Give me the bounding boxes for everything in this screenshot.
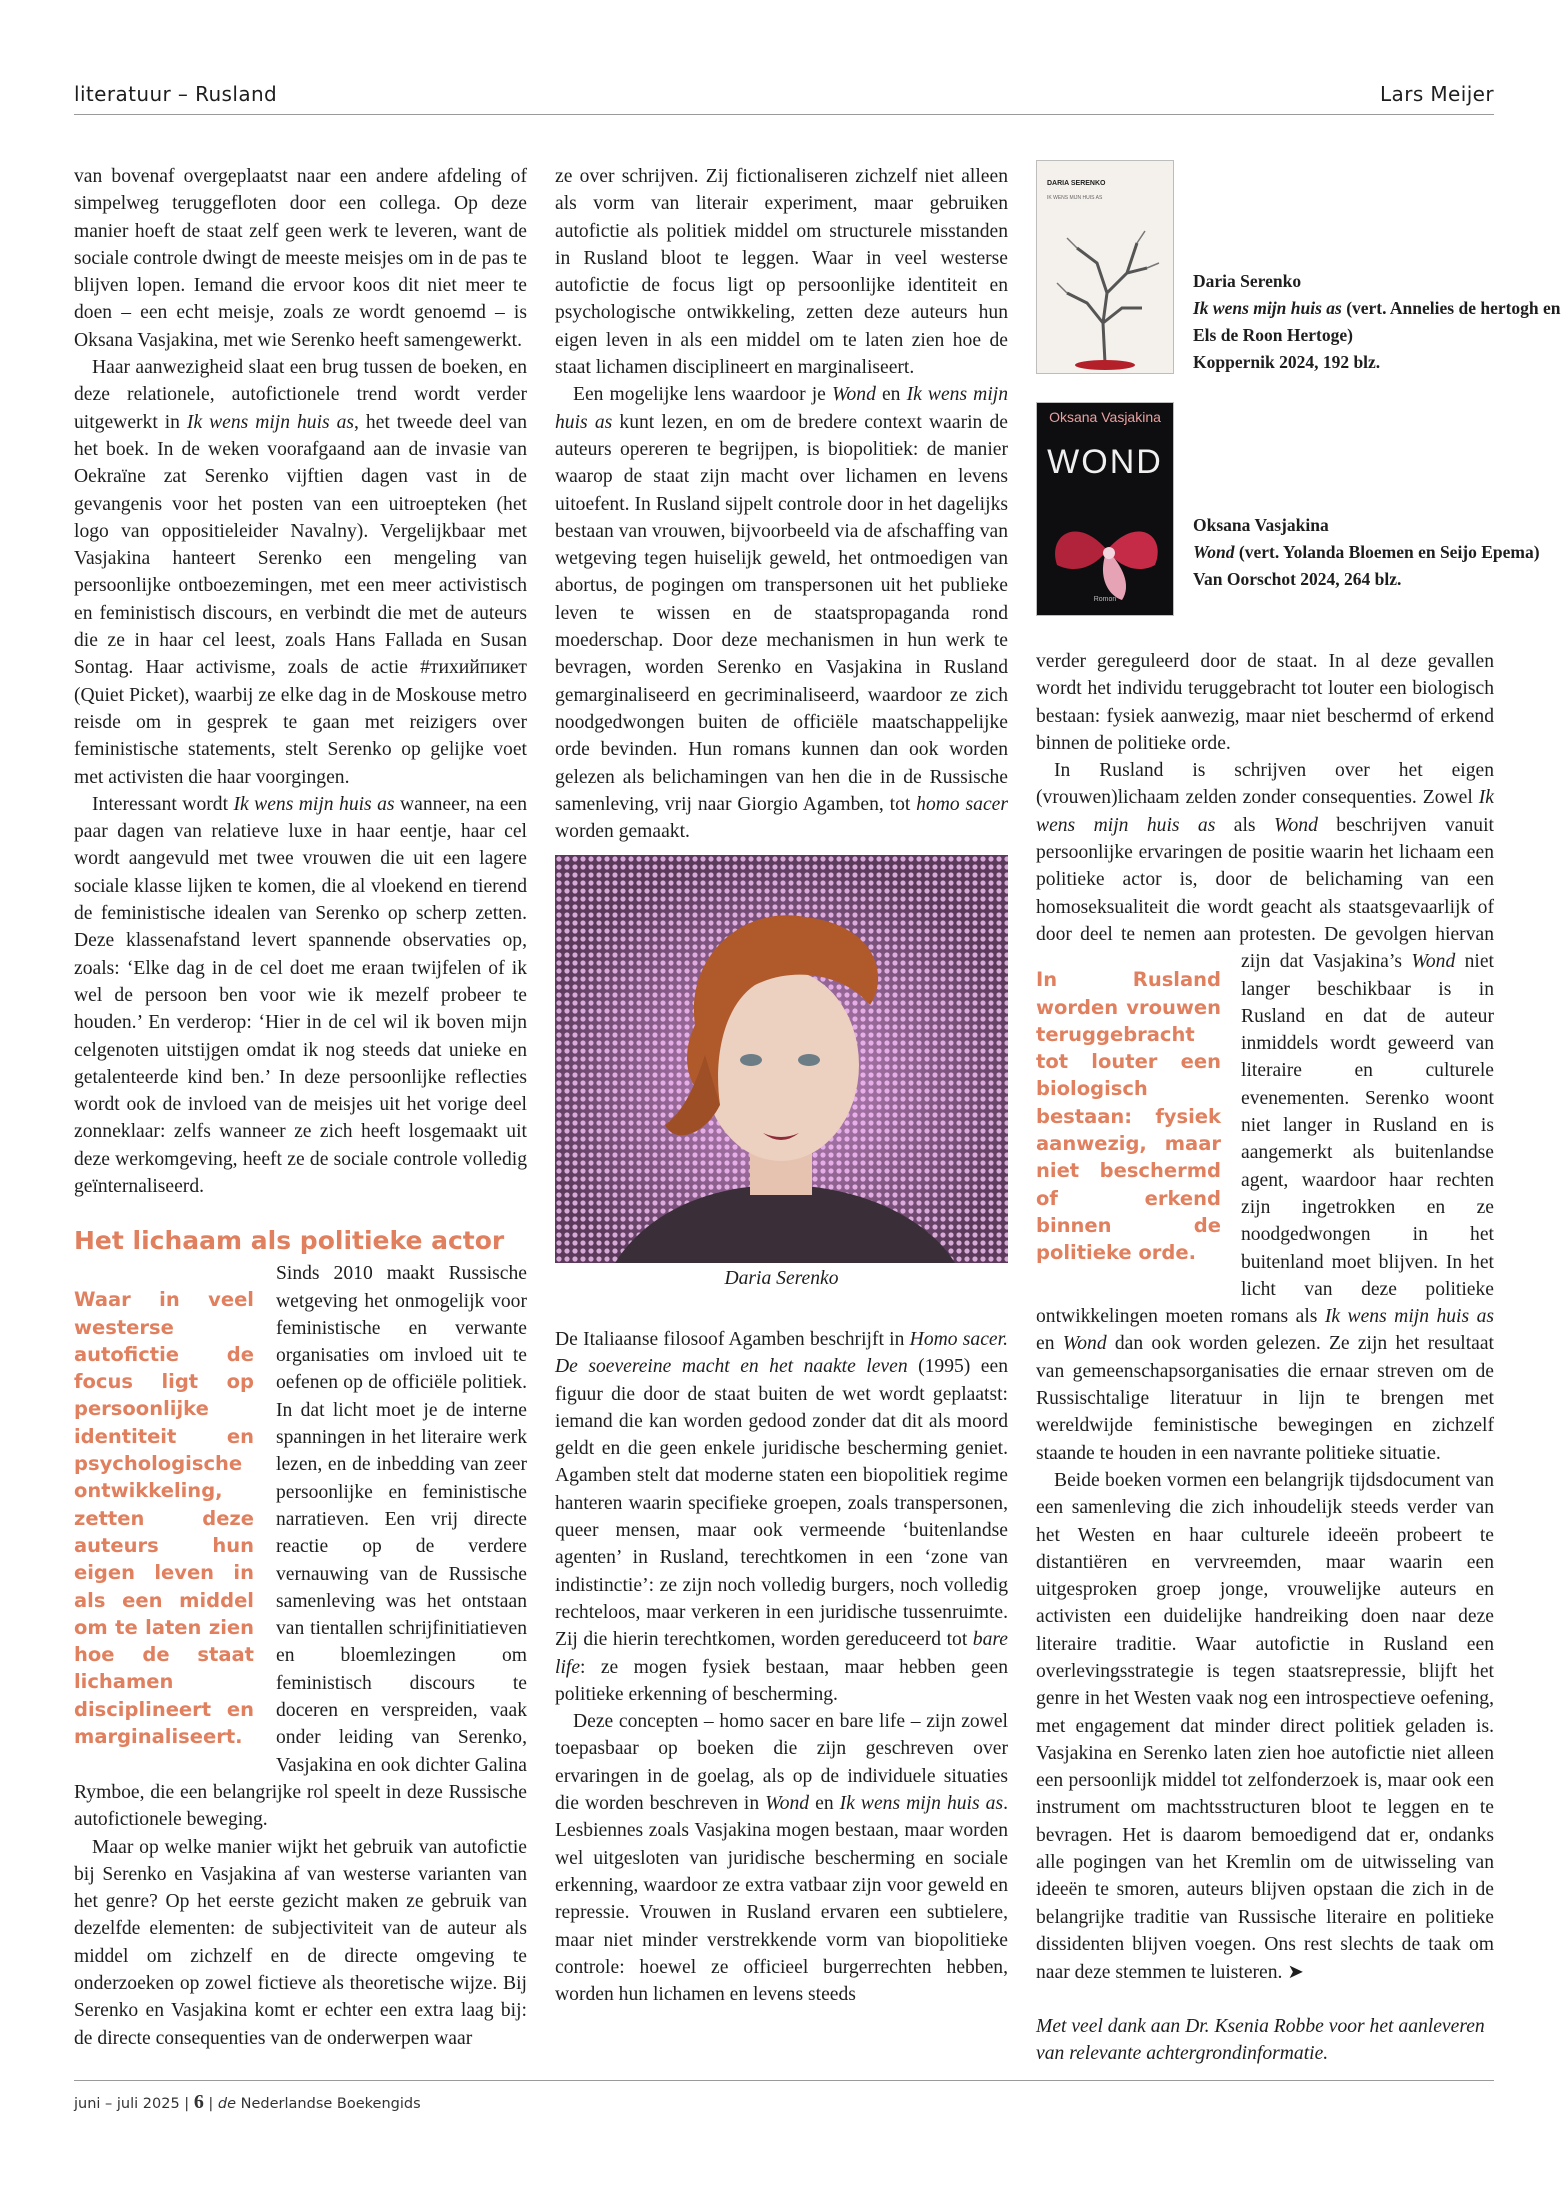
orchid-illustration-icon <box>1037 495 1173 605</box>
book-publisher: Van Oorschot 2024, 264 blz. <box>1193 569 1402 589</box>
cover-author: Oksana Vasjakina <box>1049 409 1161 425</box>
column-3 <box>1036 648 1494 2067</box>
book-title: Ik wens mijn huis as <box>233 793 395 815</box>
book-title: Ik wens mijn huis as <box>1193 298 1342 318</box>
publication-prefix: de <box>217 2096 237 2112</box>
paragraph: Haar aanwezigheid slaat een brug tussen de boeken, en deze relationele, autofictionele trend wordt verder uitgewerkt in Ik wens mijn huis as, het tweede deel van het boek. In de weken voorafgaand aan de invasie van Oekraïne zat Serenko vijftien dagen vast in de gevangenis voor het posten van een uitroepteken (het logo van oppositieleider Navalny). Vergelijkbaar met Vasjakina hanteert Serenko een mengeling van persoonlijke ontboezemingen, met een meer activistisch en feministisch discours, en verbindt die met de auteurs die ze in haar cel leest, zoals Hans Fallada en Susan Sontag. Haar activisme, zoals de actie #тихийпикет (Quiet Picket), waarbij ze elke dag in de Moskouse metro reisde om in gesprek te gaan met reizigers over feministische statements, stelt Serenko op gelijke voet met activisten die haar voorgingen. <box>74 357 528 788</box>
photo-caption: Daria Serenko <box>724 1268 839 1289</box>
paragraph: Maar op welke manier wijkt het gebruik van autofictie bij Serenko en Vasjakina af van westerse varianten van het genre? Op het eerste gezicht maken ze gebruik van dezelfde elementen: de subjectiviteit van de auteur als middel om zichzelf en de directe omgeving te onderzoeken op zowel fictieve als theoretische wijze. Bij Serenko en Vasjakina komt er echter een extra laag bij: de directe consequenties van de onderwerpen waar <box>74 1836 527 2049</box>
pull-quote: Waar in veel westerse autofictie de focus ligt op persoonlijke identiteit en psychologische ontwikkeling, zetten deze auteurs hun eigen leven in als een middel om te laten zien hoe de staat lichamen disciplineert en marginaliseert. <box>74 1288 254 1749</box>
cover-subtitle: IK WENS MIJN HUIS AS <box>1047 195 1103 201</box>
paragraph: De Italiaanse filosoof Agamben beschrijft in Homo sacer. De soevereine macht en het naakte leven (1995) een figuur die door de staat buiten de wet wordt geplaatst: iemand die kan worden gedood zonder dat dit als moord geldt en die geen enkele juridische bescherming geniet. Agamben stelt dat moderne staten een biopolitiek regime hanteren waarin specifieke groepen, zoals transpersonen, queer mensen, maar ook vermeende ‘buitenlandse agenten’ in Rusland, terechtkomen in een ‘zone van indistinctie’: ze zijn noch volledig burgers, noch volledig rechteloos, maar verkeren in een juridische tussenruimte. Zij die hierin terechtkomen, worden gereduceerd tot bare life: ze mogen fysiek bestaan, maar hebben geen politieke erkenning of bescherming. <box>555 1329 1009 1705</box>
paragraph: van bovenaf overgeplaatst naar een andere afdeling of simpelweg teruggefloten door een collega. Op deze manier hoeft de staat zelf geen werk te leveren, want de sociale controle dwingt de meeste meisjes om in de pas te blijven lopen. Iemand die ervoor koos dit niet meer te doen – een echt meisje, zoals ze wordt genoemd – is Oksana Vasjakina, met wie Serenko heeft samengewerkt. <box>74 166 527 351</box>
book-info <box>1193 268 1565 376</box>
section-label: literatuur – Rusland <box>74 82 278 106</box>
acknowledgement: Met veel dank aan Dr. Ksenia Robbe voor het aanleveren van relevante achtergrondinformatie. <box>1036 2015 1485 2064</box>
page-header <box>74 78 1494 115</box>
paragraph: ze over schrijven. Zij fictionaliseren zichzelf niet alleen als vorm van literair experiment, maar gebruiken autofictie als politiek middel om structurele misstanden in Rusland bloot te leggen. Waar in veel westerse autofictie de focus ligt op persoonlijke identiteit en psychologische ontwikkeling, zetten deze auteurs hun eigen leven in als een middel om te laten zien hoe de staat lichamen disciplineert en marginaliseert. <box>555 166 1008 379</box>
book-translator: (vert. Annelies de hertogh en Els de Roon Hertoge) <box>1193 298 1561 345</box>
book-title: Wond <box>1193 542 1235 562</box>
paragraph: Beide boeken vormen een belangrijk tijdsdocument van een samenleving die zich inhoudelijk steeds verder van het Westen en haar culturele ideeën probeert te distantiëren en vervreemden, maar waarin een uitgesproken groep jonge, vrouwelijke auteurs en activisten een duidelijke handreiking doen naar deze literaire traditie. Waar autofictie in Rusland een overlevingsstrategie is tegen staatsrepressie, blijft het genre in het Westen vaak nog een introspectieve oefening, met engagement dat minder direct politiek geladen is. Vasjakina en Serenko laten zien hoe autofictie niet alleen een persoonlijk middel tot zelfonderzoek is, maar ook een instrument om machtsstructuren bloot te leggen en te bevragen. Het is daarom bemoedigend dat er, ondanks alle pogingen van het Kremlin om de uitwisseling van ideeën te smoren, auteurs blijven opstaan die zich in de belangrijke traditie van Russische literaire en politieke dissidenten blijven voegen. Ons rest slechts de taak om naar deze stemmen te luisteren. ➤ <box>1036 1469 1494 1984</box>
paragraph: In Rusland is schrijven over het eigen (vrouwen)lichaam zelden zonder consequenties. Zowel Ik wens mijn huis as als Wond beschrijven vanuit persoonlijke ervaringen de positie waarin het lichaam een politieke actor is, door de belichaming van een homoseksualiteit die wordt geacht als staatsgevaarlijk of door deel te nemen aan protesten. De gevolgen hiervan zijn dat Vasjakina’s In Rusland worden vrouwen teruggebracht tot louter een biologisch bestaan: fysiek aanwezig, maar niet beschermd of erkend binnen de politieke orde. Wond niet langer beschikbaar is in Rusland en dat de auteur inmiddels wordt geweerd van literaire en culturele evenementen. Serenko woont niet langer in Rusland en is aangemerkt als buitenlandse agent, waardoor haar rechten zijn ingetrokken en ze noodgedwongen in het buitenland moet blijven. In het licht van deze politieke ontwikkelingen moeten romans als Ik wens mijn huis as en Wond dan ook worden gelezen. Ze zijn het resultaat van gemeenschapsorganisaties die ernaar streven om de Russischtalige literatuur in lijn te brengen met wereldwijde feministische bewegingen en zichzelf staande te houden in een navrante politieke situatie. <box>1036 760 1495 1464</box>
book-author: Oksana Vasjakina <box>1193 515 1329 535</box>
author-name: Lars Meijer <box>1380 82 1494 106</box>
pull-quote: In Rusland worden vrouwen teruggebracht tot louter een biologisch bestaan: fysiek aanwezig, maar niet beschermd of erkend binnen de politieke orde. <box>1036 968 1221 1265</box>
paragraph: verder gereguleerd door de staat. In al deze gevallen wordt het individu teruggebracht tot louter een biologisch bestaan: fysiek aanwezig, maar niet beschermd of erkend binnen de politieke orde. <box>1036 651 1494 754</box>
arrow-end-icon: ➤ <box>1287 1960 1304 1984</box>
book-author: Daria Serenko <box>1193 271 1302 291</box>
publication-name: Nederlandse Boekengids <box>236 2096 421 2112</box>
tree-illustration-icon <box>1037 213 1173 373</box>
cover-bottom: Romon <box>1093 596 1117 603</box>
page-number: 6 <box>193 2091 204 2113</box>
cover-title: WOND <box>1047 443 1163 481</box>
column-2-bottom <box>555 1326 1008 2008</box>
cover-title: DARIA SERENKO <box>1047 180 1106 187</box>
book-cover-ik-wens-mijn-huis-as <box>1036 160 1174 374</box>
author-photo <box>555 855 1008 1263</box>
section-heading: Het lichaam als politieke actor <box>74 1226 505 1256</box>
page-footer: juni – juli 2025 | 6 | de Nederlandse Boekengids <box>74 2080 1494 2114</box>
issue-date: juni – juli 2025 <box>74 2096 180 2112</box>
paragraph: Een mogelijke lens waardoor je Wond en Ik wens mijn huis as kunt lezen, en om de bredere context waarin de auteurs opereren te begrijpen, is biopolitiek: de manier waarop de staat zijn macht over lichamen en levens uitoefent. In Rusland sijpelt controle door in het dagelijks bestaan van vrouwen, bijvoorbeeld via de afschaffing van wetgeving tegen huiselijk geweld, het ontmoedigen van abortus, de pogingen om transpersonen uit het publieke leven te wissen en de staatspropaganda rond moederschap. Door deze mechanismen in hun werk te bevragen, worden Serenko en Vasjakina in Rusland gemarginaliseerd en gecriminaliseerd, waardoor ze zich noodgedwongen buiten de officiële maatschappelijke orde bevinden. Hun romans kunnen dan ook worden gelezen als belichamingen van hen die in de Russische samenleving, vrij naar Giorgio Agamben, tot homo sacer worden gemaakt. <box>555 384 1009 843</box>
book-publisher: Koppernik 2024, 192 blz. <box>1193 352 1381 372</box>
paragraph: Waar in veel westerse autofictie de focus ligt op persoonlijke identiteit en psychologische ontwikkeling, zetten deze auteurs hun eigen leven in als een middel om te laten zien hoe de staat lichamen disciplineert en marginaliseert. Sinds 2010 maakt Russische wetgeving het onmogelijk voor feministische en verwante organisaties om invloed uit te oefenen op de officiële politiek. In dat licht moet je de interne spanningen in het literaire werk lezen, en de inbedding van zeer persoonlijke en feministische narratieven. Een vrij directe reactie op de verdere vernauwing van de Russische samenleving was het ontstaan van tientallen schrijfinitiatieven en bloemlezingen om feministisch discours te doceren en verspreiden, vaak onder leiding van Serenko, Vasjakina en ook dichter Galina Rymboe, die een belangrijke rol speelt in deze Russische autofictionele beweging. <box>74 1263 527 1831</box>
book-title: Ik wens mijn huis as <box>186 411 355 433</box>
paragraph: Deze concepten – homo sacer en bare life – zijn zowel toepasbaar op boeken die zijn geschreven over ervaringen in de goelag, als op de individuele situaties die worden beschreven in Wond en Ik wens mijn huis as. Lesbiennes zoals Vasjakina mogen bestaan, maar worden wel uitgesloten van juridische bescherming en sociale erkenning, waardoor ze extra vatbaar zijn voor geweld en repressie. Vrouwen in Rusland ervaren een subtielere, maar niet minder verstrekkende vorm van biopolitieke controle: hoewel ze officieel burgerrechten hebben, worden hun lichamen en levens steeds <box>555 1711 1008 2006</box>
book-translator: (vert. Yolanda Bloemen en Seijo Epema) <box>1234 542 1540 562</box>
book-info <box>1193 512 1540 593</box>
column-2-top <box>555 163 1008 845</box>
paragraph: Interessant wordt Ik wens mijn huis as wanneer, na een paar dagen van relatieve luxe in haar eentje, haar cel wordt aangevuld met twee vrouwen die uit een lagere sociale klasse lijken te komen, die al vloekend en tierend de feministische idealen van Serenko op scherp zetten. Deze klassenafstand levert spannende observaties op, zoals: ‘Elke dag in de cel doet me eraan twijfelen of ik wel de persoon ben voor wie ik mezelf probeer te houden.’ En verderop: ‘Hier in de cel wil ik boven mijn celgenoten uitstijgen omdat ik nog steeds dat unieke en getalenteerde kind ben.’ In deze persoonlijke reflecties wordt ook de invloed van de meisjes uit het vorige deel zonneklaar: zelfs wanneer ze zich heeft losgemaakt uit deze werkomgeving, heeft ze de sociale controle volledig geïnternaliseerd. <box>74 793 528 1197</box>
book-cover-wond <box>1036 402 1174 616</box>
column-1 <box>74 163 527 2052</box>
